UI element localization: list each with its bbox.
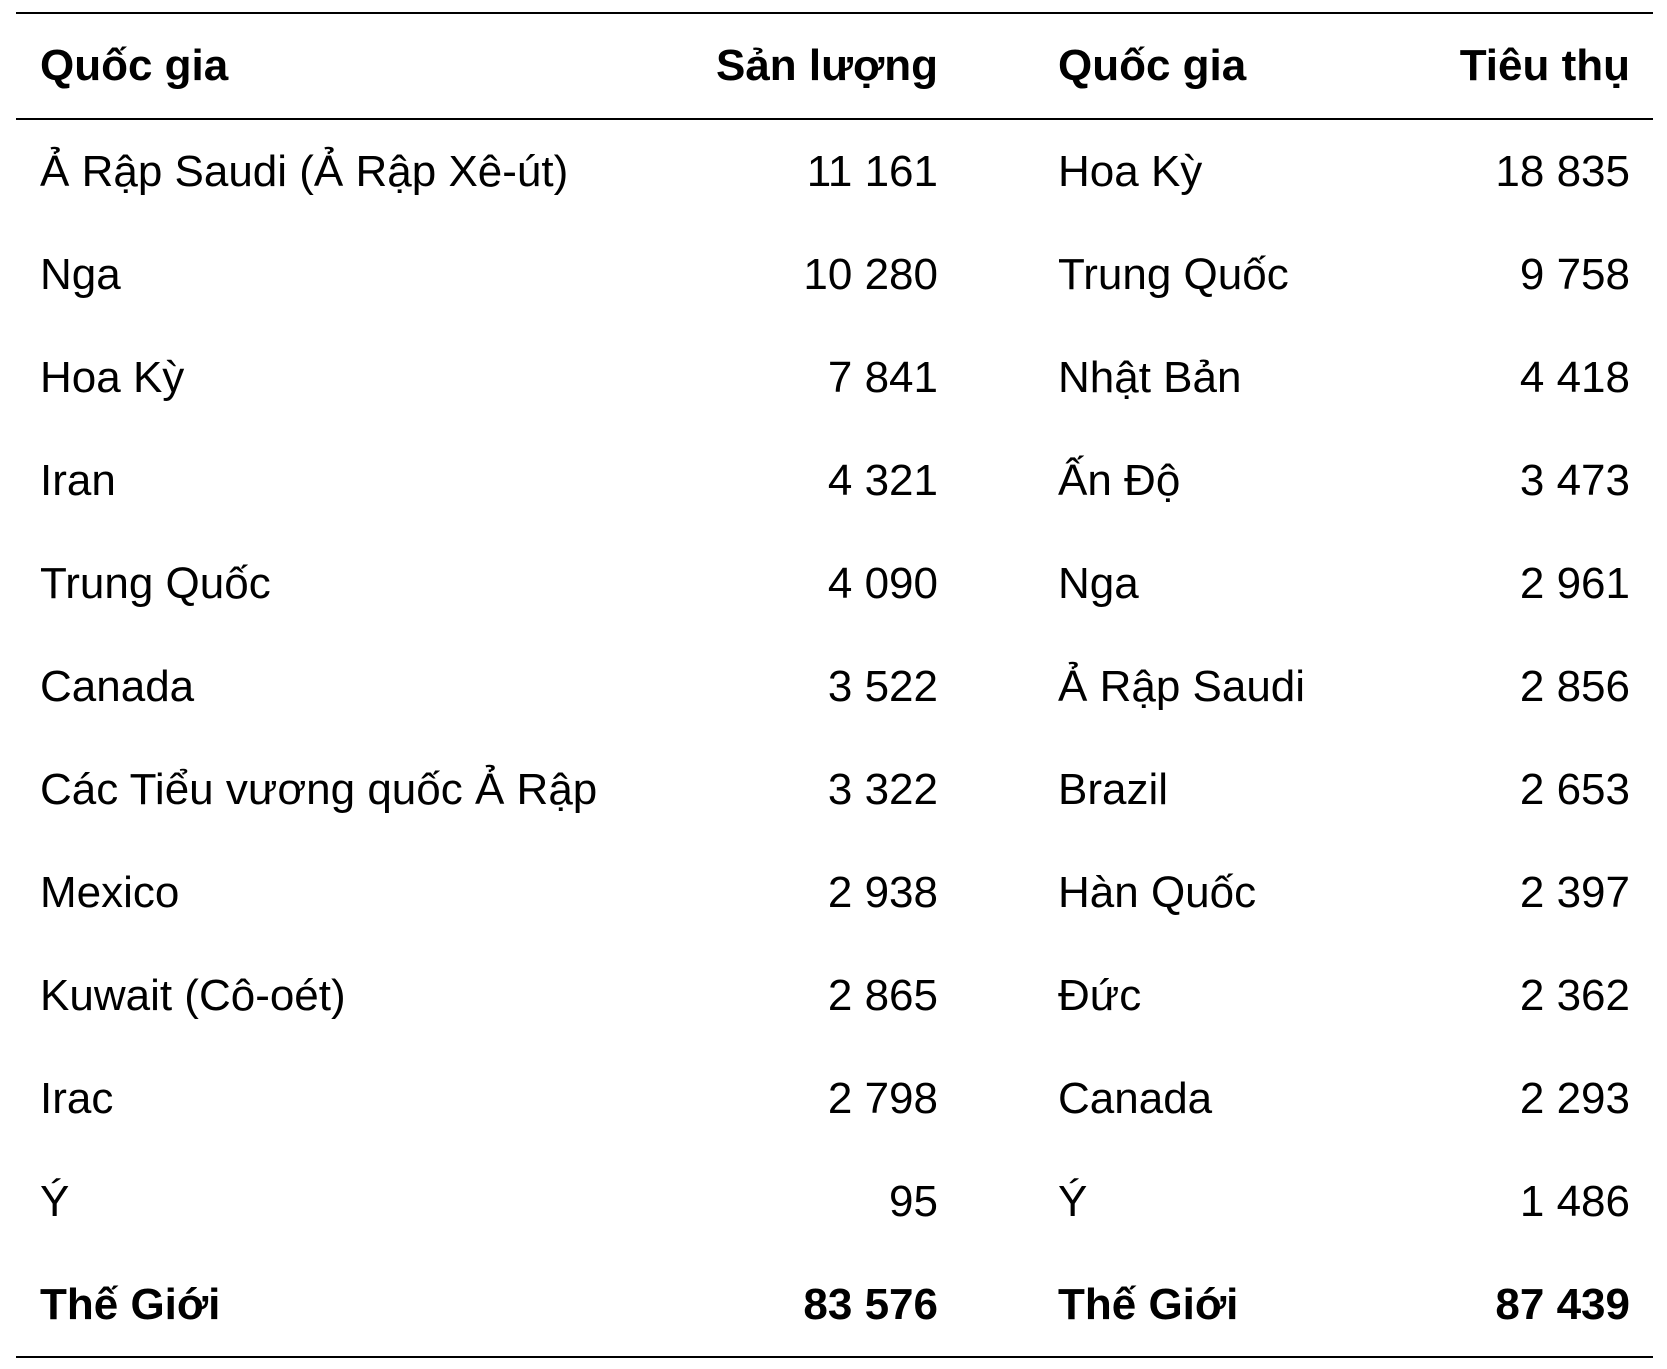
consumer-cell: Nhật Bản [1058, 352, 1242, 402]
consumption-cell: 2 653 [1519, 764, 1630, 814]
producer-cell: Mexico [40, 867, 180, 917]
consumption-cell: 1 486 [1519, 1176, 1630, 1226]
consumer-cell: Brazil [1058, 764, 1169, 814]
consumer-cell: Ý [1058, 1176, 1088, 1226]
table-row [16, 326, 1653, 429]
table-row [16, 635, 1653, 738]
consumption-cell: 9 758 [1519, 249, 1630, 299]
consumer-cell: Đức [1058, 970, 1142, 1020]
header-country-left: Quốc gia [16, 14, 671, 119]
consumer-cell: Hoa Kỳ [1058, 146, 1203, 196]
production-cell: 95 [889, 1176, 938, 1226]
production-cell: 2 938 [827, 867, 938, 917]
header-country-right: Quốc gia [938, 14, 1308, 119]
production-cell: 4 321 [827, 455, 938, 505]
table-row [16, 841, 1653, 944]
consumption-cell: 3 473 [1519, 455, 1630, 505]
producer-cell: Canada [40, 661, 195, 711]
production-cell: 10 280 [803, 249, 938, 299]
consumption-cell: 18 835 [1495, 146, 1630, 196]
total-production: 83 576 [803, 1279, 938, 1329]
producer-cell: Ý [40, 1176, 70, 1226]
production-cell: 11 161 [806, 146, 938, 196]
table-row [16, 223, 1653, 326]
consumption-cell: 2 293 [1519, 1073, 1630, 1123]
table-row [16, 944, 1653, 1047]
producer-cell: Irac [40, 1073, 114, 1123]
table-row [16, 429, 1653, 532]
consumer-cell: Ấn Độ [1058, 455, 1181, 505]
consumer-cell: Hàn Quốc [1058, 867, 1257, 917]
data-table [16, 14, 1653, 1356]
production-cell: 3 522 [827, 661, 938, 711]
production-cell: 7 841 [827, 352, 938, 402]
production-cell: 3 322 [827, 764, 938, 814]
total-consumption: 87 439 [1495, 1279, 1630, 1329]
producer-cell: Các Tiểu vương quốc Ả Rập [40, 764, 598, 814]
total-row [16, 1253, 1653, 1356]
producer-cell: Nga [40, 249, 121, 299]
oil-production-consumption-table [16, 12, 1653, 1358]
consumption-cell: 2 961 [1519, 558, 1630, 608]
consumption-cell: 2 362 [1519, 970, 1630, 1020]
producer-cell: Ả Rập Saudi (Ả Rập Xê-út) [40, 146, 569, 196]
production-cell: 2 798 [827, 1073, 938, 1123]
producer-cell: Hoa Kỳ [40, 352, 185, 402]
producer-cell: Trung Quốc [40, 558, 271, 608]
table-row [16, 738, 1653, 841]
consumption-cell: 4 418 [1519, 352, 1630, 402]
total-consumer-label: Thế Giới [1058, 1279, 1239, 1329]
total-producer-label: Thế Giới [40, 1279, 221, 1329]
consumer-cell: Ả Rập Saudi [1058, 661, 1306, 711]
header-row [16, 14, 1653, 119]
production-cell: 4 090 [827, 558, 938, 608]
header-production: Sản lượng [671, 14, 938, 119]
table-header [16, 14, 1653, 119]
table-row [16, 119, 1653, 223]
table-row [16, 532, 1653, 635]
consumer-cell: Nga [1058, 558, 1139, 608]
table-row [16, 1047, 1653, 1150]
producer-cell: Iran [40, 455, 116, 505]
consumer-cell: Trung Quốc [1058, 249, 1289, 299]
table-body [16, 119, 1653, 1356]
consumption-cell: 2 397 [1519, 867, 1630, 917]
consumer-cell: Canada [1058, 1073, 1213, 1123]
producer-cell: Kuwait (Cô-oét) [40, 970, 346, 1020]
table-row [16, 1150, 1653, 1253]
header-consumption: Tiêu thụ [1308, 14, 1653, 119]
production-cell: 2 865 [827, 970, 938, 1020]
consumption-cell: 2 856 [1519, 661, 1630, 711]
